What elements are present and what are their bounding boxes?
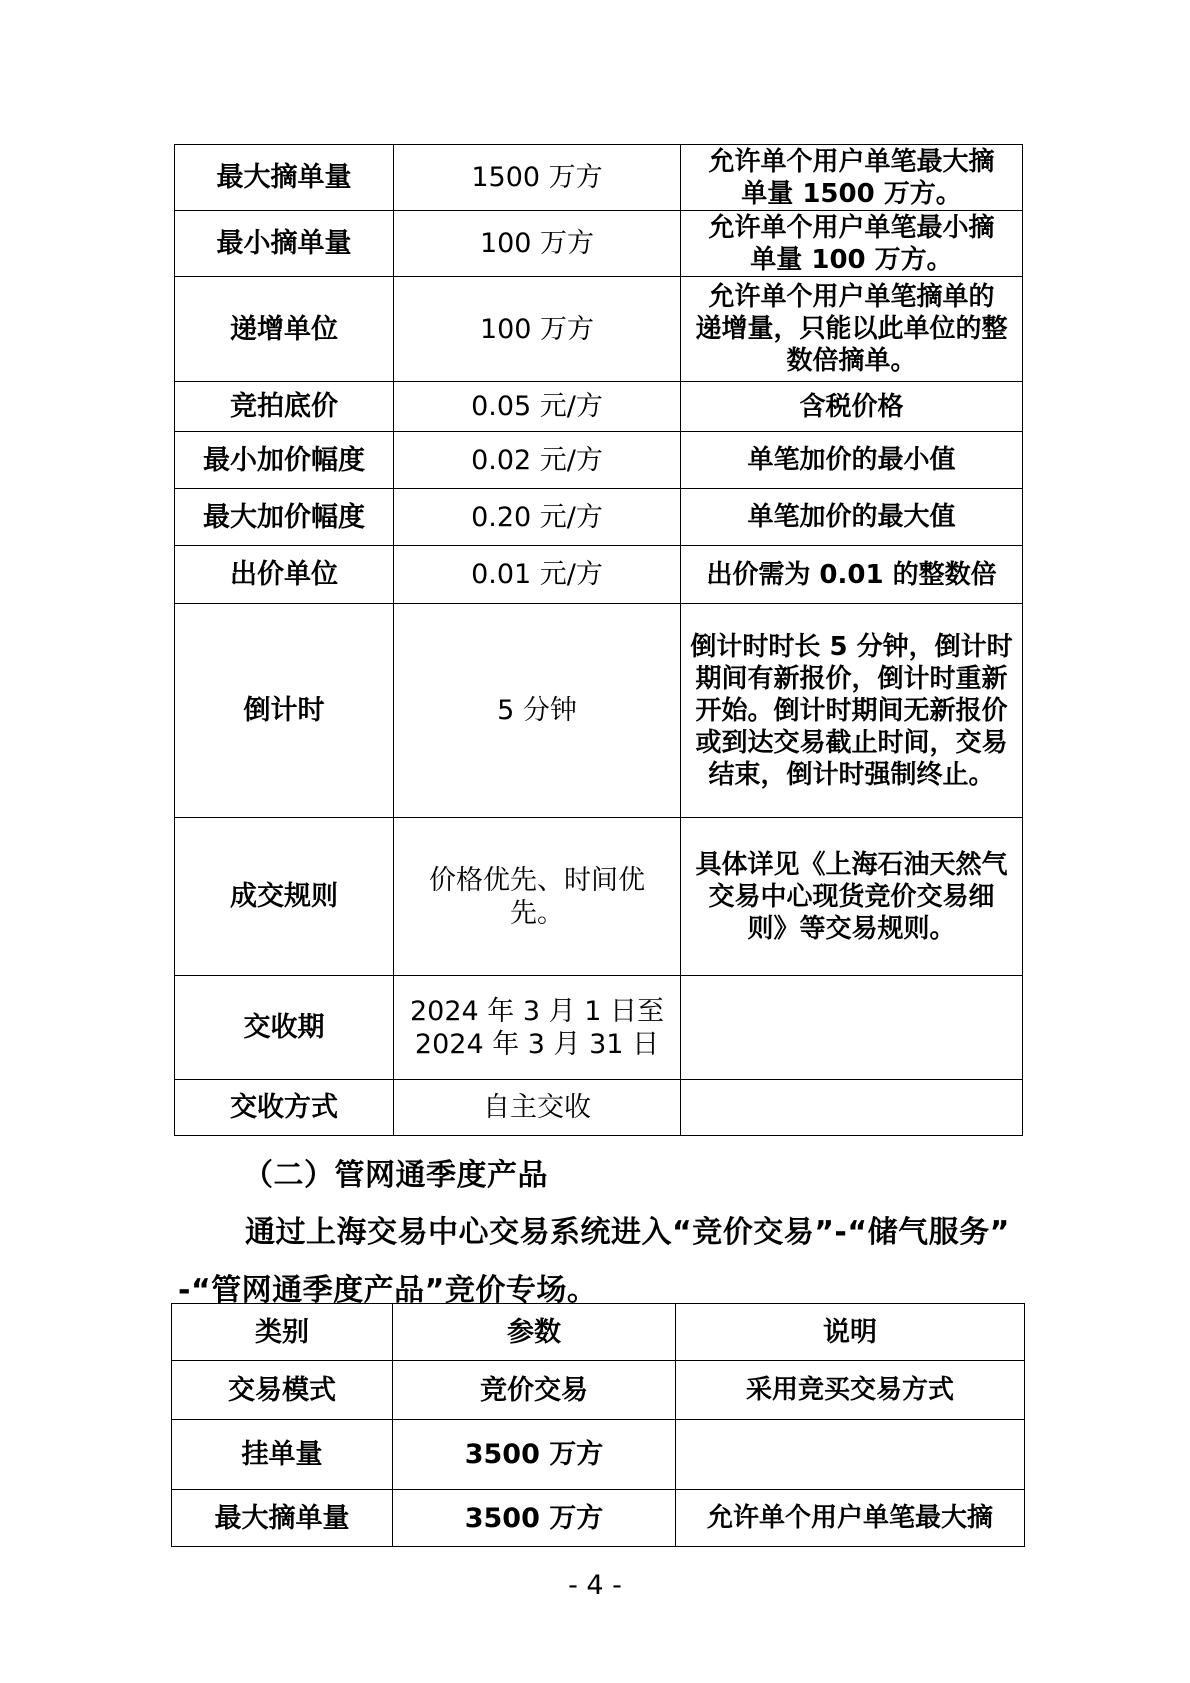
desc-line: 开始。倒计时期间无新报价 <box>695 695 1008 726</box>
row-value: 0.05 元/方 <box>394 382 681 432</box>
row-label: 交收方式 <box>175 1080 394 1136</box>
row-label: 最小加价幅度 <box>175 432 394 489</box>
table-row <box>172 1420 1025 1490</box>
value-line: 2024 年 3 月 1 日至 <box>410 995 664 1027</box>
desc-line: 出价需为 0.01 的整数倍 <box>706 559 997 590</box>
row-label: 倒计时 <box>175 604 394 818</box>
row-description <box>681 976 1023 1080</box>
row-label: 最小摘单量 <box>175 211 394 277</box>
row-label: 递增单位 <box>175 277 394 382</box>
parameter-table-continued <box>174 144 1023 1136</box>
row-label: 最大加价幅度 <box>175 489 394 546</box>
row-value: 价格优先、时间优先。 <box>394 818 681 976</box>
section-intro-line-2: -“管网通季度产品”竞价专场。 <box>178 1273 598 1308</box>
table-row <box>175 489 1023 546</box>
table-row <box>175 432 1023 489</box>
column-header: 说明 <box>676 1304 1025 1361</box>
row-value: 100 万方 <box>394 277 681 382</box>
table-row <box>175 382 1023 432</box>
row-description <box>681 818 1023 976</box>
row-description <box>681 1080 1023 1136</box>
table-row <box>172 1361 1025 1420</box>
desc-line: 单笔加价的最大值 <box>747 502 956 532</box>
row-value: 竞价交易 <box>393 1361 676 1420</box>
table-header-row <box>172 1304 1025 1361</box>
desc-line: 递增量，只能以此单位的整 <box>695 314 1008 344</box>
row-value: 3500 万方 <box>393 1490 676 1547</box>
desc-line: 允许单个用户单笔最大摘 <box>708 146 995 177</box>
row-value: 自主交收 <box>394 1080 681 1136</box>
row-value <box>394 976 681 1080</box>
desc-line: 或到达交易截止时间，交易 <box>695 727 1008 758</box>
row-description <box>681 145 1023 211</box>
row-value: 0.01 元/方 <box>394 546 681 604</box>
page-number: - 4 - <box>568 1570 622 1601</box>
row-description <box>681 546 1023 604</box>
desc-line: 单量 1500 万方。 <box>741 178 962 209</box>
table-row <box>175 145 1023 211</box>
row-description <box>676 1420 1025 1490</box>
row-label: 竞拍底价 <box>175 382 394 432</box>
row-description: 采用竞买交易方式 <box>676 1361 1025 1420</box>
table-row <box>175 604 1023 818</box>
desc-line: 交易中心现货竞价交易细 <box>708 881 995 912</box>
row-description <box>681 489 1023 546</box>
desc-line: 允许单个用户单笔摘单的 <box>708 282 995 312</box>
value-line: 2024 年 3 月 31 日 <box>414 1028 660 1060</box>
row-description <box>681 277 1023 382</box>
column-header: 参数 <box>393 1304 676 1361</box>
desc-line: 具体详见《上海石油天然气 <box>695 849 1008 880</box>
row-description <box>681 382 1023 432</box>
row-value: 5 分钟 <box>394 604 681 818</box>
row-value: 3500 万方 <box>393 1420 676 1490</box>
row-description <box>681 604 1023 818</box>
row-label: 最大摘单量 <box>175 145 394 211</box>
desc-line: 倒计时时长 5 分钟，倒计时 <box>690 631 1013 662</box>
row-description <box>681 432 1023 489</box>
table-row <box>175 1080 1023 1136</box>
row-label: 交易模式 <box>172 1361 393 1420</box>
table-row <box>175 976 1023 1080</box>
table-row <box>175 277 1023 382</box>
row-value: 100 万方 <box>394 211 681 277</box>
table-row <box>175 211 1023 277</box>
desc-line: 单笔加价的最小值 <box>747 445 956 475</box>
table-row <box>175 818 1023 976</box>
row-label: 出价单位 <box>175 546 394 604</box>
desc-line: 数倍摘单。 <box>786 346 917 376</box>
row-description <box>681 211 1023 277</box>
parameter-table <box>171 1303 1025 1547</box>
row-value: 0.20 元/方 <box>394 489 681 546</box>
desc-line: 期间有新报价，倒计时重新 <box>695 663 1008 694</box>
table-row <box>172 1490 1025 1547</box>
section-heading: （二）管网通季度产品 <box>243 1158 548 1193</box>
row-description: 允许单个用户单笔最大摘 <box>676 1490 1025 1547</box>
desc-line: 允许单个用户单笔最小摘 <box>708 212 995 243</box>
table-row <box>175 546 1023 604</box>
row-label: 挂单量 <box>172 1420 393 1490</box>
desc-line: 含税价格 <box>799 391 904 422</box>
column-header: 类别 <box>172 1304 393 1361</box>
row-label: 成交规则 <box>175 818 394 976</box>
row-value: 0.02 元/方 <box>394 432 681 489</box>
row-label: 交收期 <box>175 976 394 1080</box>
desc-line: 单量 100 万方。 <box>750 244 953 275</box>
desc-line: 则》等交易规则。 <box>747 913 956 944</box>
desc-line: 结束，倒计时强制终止。 <box>708 759 995 790</box>
row-value: 1500 万方 <box>394 145 681 211</box>
row-label: 最大摘单量 <box>172 1490 393 1547</box>
section-intro-line-1: 通过上海交易中心交易系统进入“竞价交易”-“储气服务” <box>245 1215 1010 1250</box>
